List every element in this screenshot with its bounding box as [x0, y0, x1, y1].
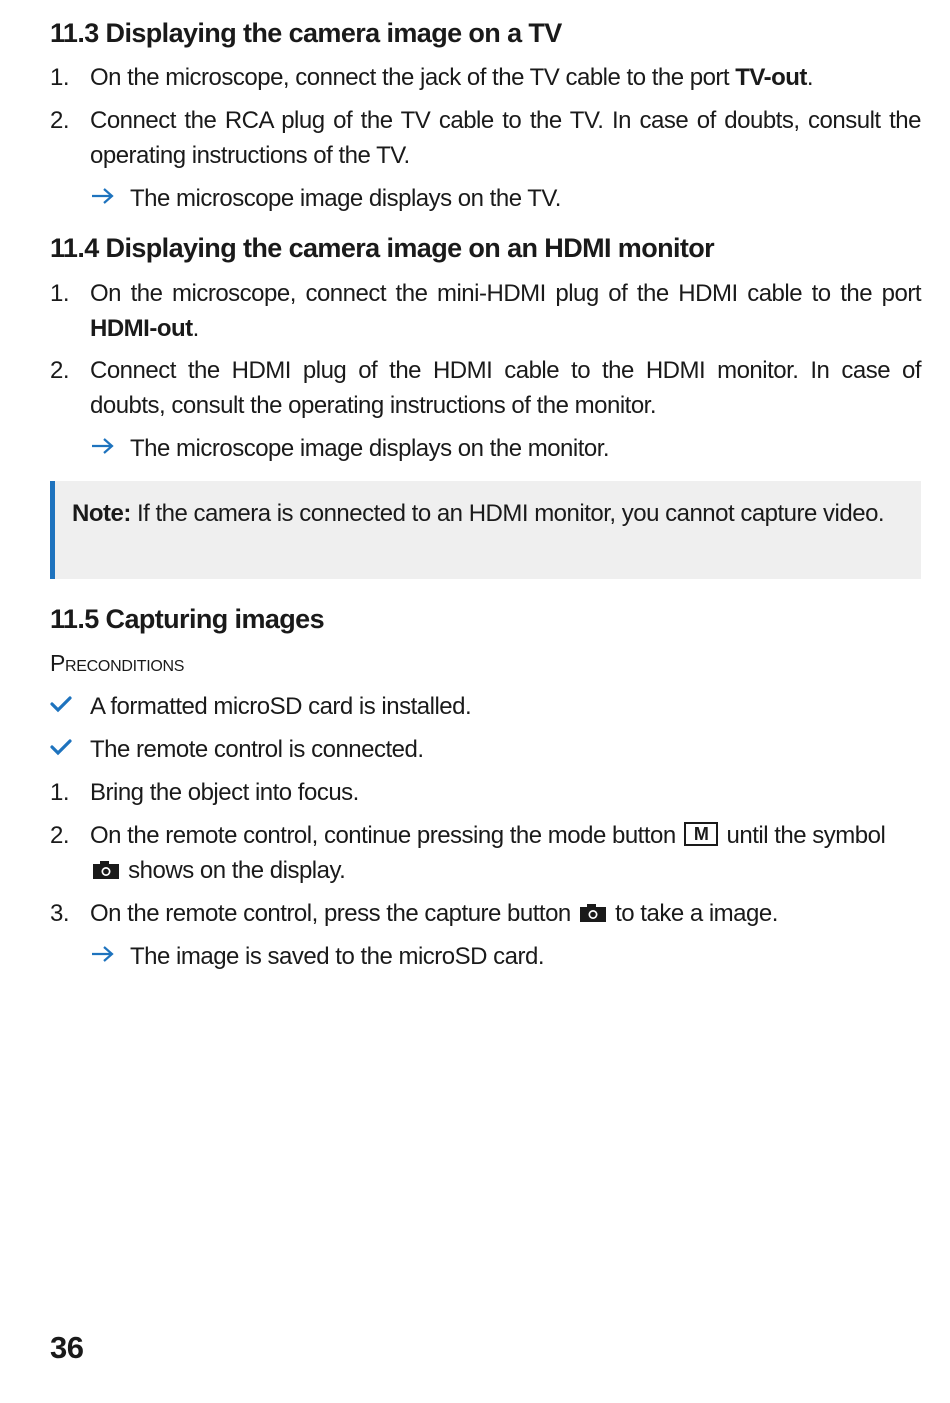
- step-number: 1.: [50, 64, 70, 91]
- step-number: 1.: [50, 280, 70, 307]
- arrow-right-icon: [90, 431, 130, 466]
- step-text: Bring the object into focus.: [90, 779, 359, 806]
- step-item: [50, 60, 921, 95]
- step-number: 2.: [50, 357, 70, 384]
- preconditions-label: Preconditions: [50, 650, 185, 676]
- camera-icon: [92, 855, 120, 890]
- step-number: 2.: [50, 822, 70, 849]
- result-text: The microscope image displays on the TV.: [130, 185, 561, 212]
- section-title-11-5: 11.5 Capturing images: [50, 604, 324, 634]
- checkmark-icon: [50, 732, 90, 767]
- page-number: 36: [50, 1330, 84, 1365]
- section-title-11-3: 11.3 Displaying the camera image on a TV: [50, 18, 562, 48]
- result-text: The microscope image displays on the monitor.: [130, 435, 610, 462]
- port-name: TV-out: [735, 64, 807, 91]
- precondition-item: [50, 732, 424, 767]
- checkmark-icon: [50, 689, 90, 724]
- step-text: Connect the HDMI plug of the HDMI cable to the HDMI monitor. In case of doubts, consult the operating instructions of the monitor.: [90, 357, 921, 419]
- note-text: [72, 496, 894, 531]
- result-line: [90, 181, 561, 216]
- step-item: [50, 896, 921, 933]
- step-text: Connect the RCA plug of the TV cable to the TV. In case of doubts, consult the operating instructions of the TV.: [90, 107, 921, 169]
- camera-icon: [579, 898, 607, 933]
- step-number: 2.: [50, 107, 70, 134]
- port-name: HDMI-out: [90, 315, 193, 342]
- note-body: If the camera is connected to an HDMI monitor, you cannot capture video.: [130, 500, 885, 527]
- result-line: [90, 939, 544, 974]
- mode-button-icon: M: [684, 822, 719, 846]
- precondition-item: [50, 689, 471, 724]
- precondition-text: The remote control is connected.: [90, 736, 424, 763]
- step-item: [50, 353, 921, 423]
- step-text: [90, 60, 921, 95]
- step-item: [50, 103, 921, 173]
- step-item: [50, 276, 921, 346]
- step-item: [50, 775, 921, 810]
- step-text: [90, 896, 921, 933]
- step-text-part: On the microscope, connect the jack of the TV cable to the port: [90, 64, 736, 91]
- step-text-part: .: [192, 315, 199, 342]
- result-text: The image is saved to the microSD card.: [130, 943, 545, 970]
- step-number: 1.: [50, 779, 70, 806]
- note-box: [50, 481, 921, 579]
- step-text-part: until the symbol: [720, 822, 886, 849]
- note-label: Note:: [72, 500, 131, 527]
- step-text-part: to take a image.: [608, 900, 778, 927]
- arrow-right-icon: [90, 181, 130, 216]
- step-text-part: shows on the display.: [122, 857, 346, 884]
- step-text: [90, 818, 921, 890]
- step-number: 3.: [50, 900, 70, 927]
- arrow-right-icon: [90, 939, 130, 974]
- step-item: [50, 818, 921, 890]
- step-text-part: On the microscope, connect the mini-HDMI plug of the HDMI cable to the port: [90, 280, 921, 307]
- section-title-11-4: 11.4 Displaying the camera image on an HDMI monitor: [50, 233, 715, 263]
- precondition-text: A formatted microSD card is installed.: [90, 693, 472, 720]
- step-text-part: On the remote control, press the capture button: [90, 900, 577, 927]
- step-text: [90, 276, 921, 346]
- step-text-part: .: [806, 64, 814, 91]
- step-text-part: On the remote control, continue pressing the mode button: [90, 822, 682, 849]
- result-line: [90, 431, 609, 466]
